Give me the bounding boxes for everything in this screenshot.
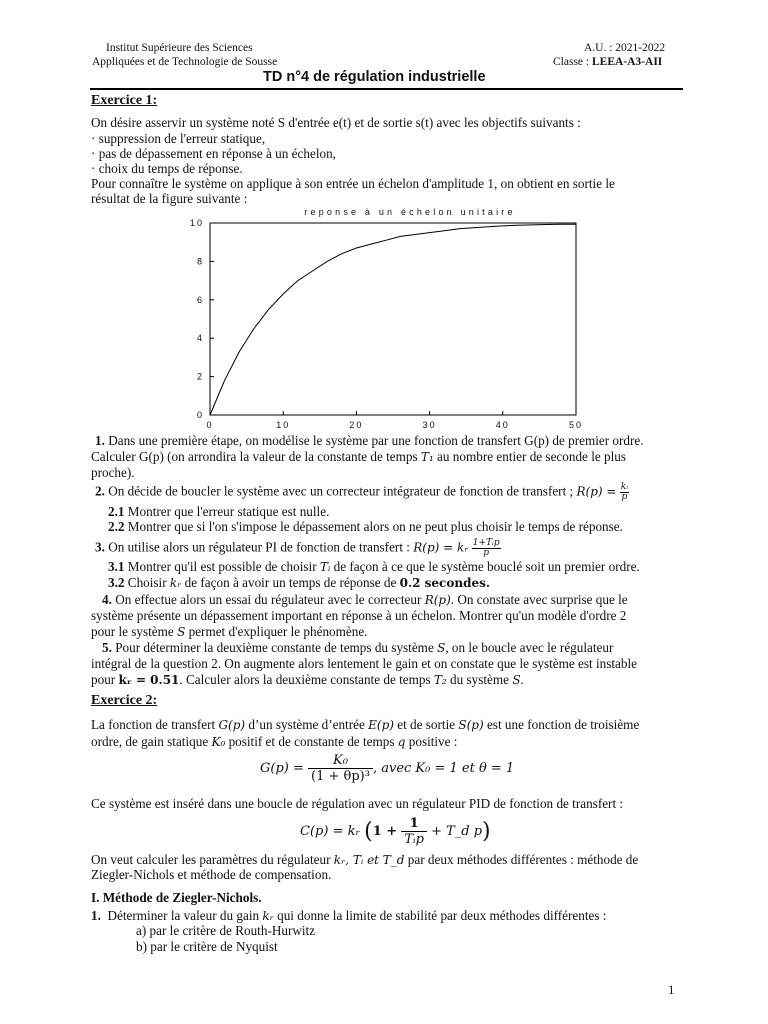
q2-text: On décide de boucler le système avec un correcteur intégrateur de fonction de transfert ; [108, 483, 574, 499]
math-kr: kᵣ [169, 576, 182, 590]
exercise1-heading: Exercice 1: [91, 93, 158, 108]
q4-text: pour le système [91, 624, 174, 639]
institute-name-line1: Institut Supérieure des Sciences [106, 42, 253, 54]
q5-text: , on le boucle avec le régulateur [445, 640, 614, 655]
q1-text: Dans une première étape, on modélise le système par une fonction de transfert G(p) de premier ordre. [108, 433, 644, 448]
frac-num: kᵢ [620, 482, 629, 492]
math-S: S. [512, 673, 524, 687]
ex1-q5-line2: intégral de la question 2. On augmente alors lentement le gain et on constate que le système est instable [91, 656, 638, 671]
ex2-text: d’un système d’entrée [248, 717, 365, 732]
ex1-q1-line2 [91, 449, 626, 465]
q32-text: de façon à avoir un temps de réponse de [184, 575, 397, 590]
ex2-text: On veut calculer les paramètres du régulateur [91, 852, 331, 867]
q4-number: 4. [102, 592, 112, 607]
ex2-line4 [91, 852, 638, 868]
ex2-q1 [91, 908, 606, 924]
page-number: 1 [668, 982, 675, 997]
ex1-q21 [108, 504, 329, 520]
class-info [553, 56, 662, 68]
q4-text: permet d'expliquer le phénomène. [188, 624, 368, 639]
equation-Cp [300, 816, 491, 847]
paren-open: ( [364, 819, 373, 844]
ex2-line5: Ziegler-Nichols et méthode de compensation. [91, 867, 332, 882]
section-ziegler-nichols: I. Méthode de Ziegler-Nichols. [91, 890, 262, 905]
q1-text: Calculer G(p) (on arrondira la valeur de la constante de temps [91, 449, 418, 464]
q31-text: Montrer qu'il est possible de choisir [127, 559, 317, 574]
y-tick-label: 10 [189, 218, 204, 228]
eq-den: (1 + θp)³ [311, 769, 370, 784]
math-q: q [397, 735, 406, 749]
math-S: S [437, 641, 446, 655]
eq-lhs: C(p) = kᵣ [300, 824, 360, 839]
eq-rest: + T_d p [431, 824, 483, 839]
q5-text: pour [91, 672, 116, 687]
eq-one: 1 + [372, 824, 398, 839]
y-tick-label: 6 [196, 294, 204, 305]
q31-number: 3.1 [108, 559, 125, 574]
ex1-q32 [108, 575, 490, 591]
ex1-intro-line: · pas de dépassement en réponse à un échelon, [91, 146, 336, 161]
ex2-line2 [91, 734, 457, 750]
math-T1: T₁ [420, 450, 434, 464]
math-kr-value: kᵣ = 0.51 [118, 673, 180, 687]
ex1-q3 [95, 539, 501, 558]
math-Ti: Tᵢ [319, 560, 331, 574]
ex2-text: est une fonction de troisième [486, 717, 640, 732]
eq-num: K₀ [308, 753, 373, 769]
pi-fraction [472, 539, 501, 558]
x-tick-label: 0 [206, 420, 214, 430]
eq-den: Tᵢp [404, 832, 424, 847]
ex1-intro-line: Pour connaître le système on applique à son entrée un échelon d'amplitude 1, on obtient en sortie le [91, 176, 615, 191]
ex1-intro-line: résultat de la figure suivante : [91, 191, 248, 206]
q32-value: 0.2 secondes. [399, 576, 491, 590]
q5-text: Pour déterminer la deuxième constante de temps du système [115, 640, 434, 655]
q5-text: . Calculer alors la deuxième constante de temps [179, 672, 431, 687]
y-tick-label: 2 [196, 371, 204, 382]
plot-frame [210, 223, 576, 415]
y-tick-label: 0 [196, 410, 204, 420]
eq-lhs: G(p) = [260, 761, 304, 776]
y-tick-label: 8 [196, 256, 204, 267]
ex1-q1 [95, 433, 644, 449]
frac-den: p [621, 492, 628, 502]
ex1-q5 [102, 640, 613, 656]
ex1-q2 [95, 483, 629, 502]
math-kr: kᵣ [262, 909, 274, 923]
q3-text: On utilise alors un régulateur PI de fonction de transfert : [108, 539, 410, 555]
eq-num: 1 [401, 816, 427, 832]
q32-text: Choisir [127, 575, 167, 590]
math-K0: K₀ [211, 735, 226, 749]
math-Rp-PI: R(p) = kᵣ [413, 540, 469, 555]
q1-text: qui donne la limite de stabilité par deux méthodes différentes : [277, 908, 607, 923]
x-tick-label: 10 [276, 420, 291, 430]
math-Ep: E(p) [368, 718, 394, 732]
ex2-text: et de sortie [397, 717, 456, 732]
eq-rhs: , avec K₀ = 1 et θ = 1 [372, 761, 515, 776]
eq-fraction [308, 753, 373, 784]
ex1-q4-line3 [91, 624, 367, 640]
class-label: Classe : [553, 56, 592, 68]
q1-number: 1. [91, 908, 101, 923]
series-line [210, 224, 576, 415]
x-tick-label: 50 [568, 420, 584, 430]
q22-number: 2.2 [108, 519, 125, 534]
q3-number: 3. [95, 539, 105, 555]
chart-title: reponse à un échelon unitaire [304, 207, 516, 217]
ex1-intro-line: · suppression de l'erreur statique, [91, 131, 266, 146]
ex2-line3: Ce système est inséré dans une boucle de régulation avec un régulateur PID de fonction de transfert : [91, 796, 624, 811]
q32-number: 3.2 [108, 575, 125, 590]
ex2-text: par deux méthodes différentes : méthode de [407, 852, 639, 867]
step-response-chart [180, 203, 600, 430]
ex1-q22 [108, 519, 623, 535]
q22-text: Montrer que si l'on s'impose le dépassement alors on ne peut plus choisir le temps de réponse. [127, 519, 623, 534]
title-rule [90, 88, 683, 90]
math-T2: T₂ [433, 673, 447, 687]
academic-year: A.U. : 2021-2022 [584, 42, 666, 54]
q2-number: 2. [95, 483, 105, 499]
x-tick-label: 20 [349, 420, 364, 430]
ex1-q4-line2: système présente un dépassement important en réponse à un échelon. Montrer qu'un modèle d'ordre 2 [91, 608, 627, 623]
page-title: TD n°4 de régulation industrielle [263, 69, 486, 85]
x-tick-label: 40 [495, 420, 510, 430]
ex1-q1-line3: proche). [91, 465, 135, 480]
q31-text: de façon à ce que le système bouclé soit un premier ordre. [333, 559, 640, 574]
ex1-intro-line: On désire asservir un système noté S d'entrée e(t) et de sortie s(t) avec les objectifs suivants : [91, 115, 581, 130]
frac-num: 1+Tᵢp [472, 538, 500, 548]
x-tick-label: 30 [422, 420, 437, 430]
paren-close: ) [482, 819, 491, 844]
ex2-text: La fonction de transfert [91, 717, 216, 732]
q5-text: du système [450, 672, 510, 687]
math-Sp: S(p) [458, 718, 484, 732]
q4-text: On effectue alors un essai du régulateur avec le correcteur [115, 592, 422, 607]
ex1-intro-line: · choix du temps de réponse. [91, 161, 243, 176]
eq-fraction [401, 816, 427, 847]
q5-number: 5. [102, 640, 112, 655]
q21-text: Montrer que l'erreur statique est nulle. [127, 504, 330, 519]
ex2-q1b: b) par le critère de Nyquist [136, 939, 278, 954]
class-value: LEEA-A3-AII [591, 56, 663, 68]
ex1-q31 [108, 559, 640, 575]
integrator-fraction [620, 483, 629, 502]
y-tick-label: 4 [196, 333, 204, 344]
q1-text: au nombre entier de seconde le plus [437, 449, 626, 464]
exercise2-heading: Exercice 2: [91, 693, 158, 708]
math-Gp: G(p) [218, 718, 246, 732]
ex1-q4 [102, 592, 628, 608]
frac-den: p [483, 548, 490, 558]
institute-name-line2: Appliquées et de Technologie de Sousse [92, 56, 278, 68]
equation-Gp [260, 753, 514, 784]
ex1-q5-line3 [91, 672, 524, 688]
ex2-q1a: a) par le critère de Routh-Hurwitz [136, 923, 316, 938]
q4-text: . On constate avec surprise que le [450, 592, 628, 607]
q1-text: Déterminer la valeur du gain [107, 908, 260, 923]
ex2-text: positive : [408, 734, 458, 749]
q21-number: 2.1 [108, 504, 125, 519]
math-Rp: R(p) [424, 593, 451, 607]
math-Rp: R(p) = [576, 484, 617, 499]
math-params: kᵣ, Tᵢ et T_d [333, 853, 405, 867]
ex2-line1 [91, 717, 639, 733]
ex2-text: positif et de constante de temps [228, 734, 395, 749]
q1-number: 1. [95, 433, 105, 448]
ex2-text: ordre, de gain statique [91, 734, 209, 749]
math-S: S [177, 625, 186, 639]
